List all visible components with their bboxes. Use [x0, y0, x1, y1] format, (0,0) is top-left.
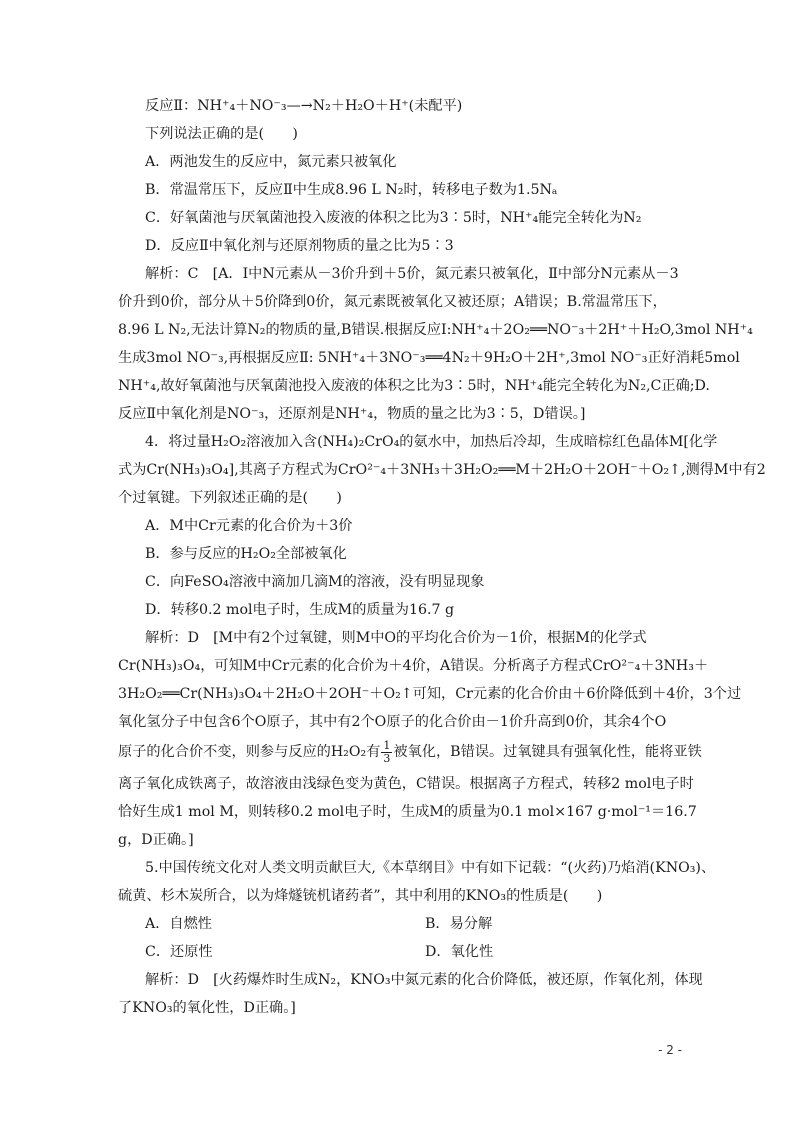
- q3-option-b: B．常温常压下，反应Ⅱ中生成8.96 L N₂时，转移电子数为1.5Nₐ: [145, 182, 558, 198]
- q5-stem-line: 5.中国传统文化对人类文明贡献巨大,《本草纲目》中有如下记载：“(火药)乃焰消(KNO₃)、: [145, 860, 716, 876]
- q5-analysis-line: 解析：D [火药爆炸时生成N₂，KNO₃中氮元素的化合价降低，被还原，作氧化剂，体现: [145, 972, 703, 988]
- q4-option-c: C．向FeSO₄溶液中滴加几滴M的溶液，没有明显现象: [145, 574, 485, 590]
- q4-stem-line: 式为Cr(NH₃)₃O₄],其离子方程式为CrO²⁻₄＋3NH₃＋3H₂O₂══M＋2H₂O＋2OH⁻＋O₂↑,测得M中有2: [118, 462, 766, 478]
- q5-option-d: D．氧化性: [425, 944, 494, 960]
- q3-analysis-line: 生成3mol NO⁻₃,再根据反应Ⅱ: 5NH⁺₄＋3NO⁻₃══4N₂＋9H₂O＋2H⁺,3mol NO⁻₃正好消耗5mol: [118, 350, 740, 366]
- q4-analysis-line: 离子氧化成铁离子，故溶液由浅绿色变为黄色，C错误。根据离子方程式，转移2 mol电子时: [118, 776, 694, 792]
- q4-analysis-line: 解析：D [M中有2个过氧键，则M中O的平均化合价为－1价，根据M的化学式: [145, 630, 647, 646]
- q4-analysis-line: 3H₂O₂══Cr(NH₃)₃O₄＋2H₂O＋2OH⁻＋O₂↑可知，Cr元素的化合价由＋6价降低到＋4价，3个过: [118, 686, 742, 702]
- q4-analysis-fraction-line: [118, 736, 702, 768]
- q3-option-c: C．好氧菌池与厌氧菌池投入废液的体积之比为3∶5时，NH⁺₄能完全转化为N₂: [145, 210, 642, 226]
- q4-analysis-line: 氧化氢分子中包含6个O原子，其中有2个O原子的化合价由－1价升高到0价，其余4个O: [118, 714, 667, 730]
- q3-reaction-2: 反应Ⅱ：NH⁺₄＋NO⁻₃—→N₂＋H₂O＋H⁺(未配平): [145, 98, 463, 114]
- q4-option-b: B．参与反应的H₂O₂全部被氧化: [145, 546, 347, 562]
- q5-stem-line: 硫黄、杉木炭所合，以为烽燧铳机诸药者”，其中利用的KNO₃的性质是( ): [118, 888, 603, 904]
- q4-option-a: A．M中Cr元素的化合价为＋3价: [145, 518, 353, 534]
- q3-option-a: A．两池发生的反应中，氮元素只被氧化: [145, 154, 397, 170]
- q3-analysis-line: 价升到0价，部分从＋5价降到0价，氮元素既被氧化又被还原；A错误；B.常温常压下，: [118, 294, 667, 310]
- q4-stem-line: 个过氧键。下列叙述正确的是( ): [118, 490, 342, 506]
- q3-analysis-line: 反应Ⅱ中氧化剂是NO⁻₃，还原剂是NH⁺₄，物质的量之比为3∶5，D错误。]: [118, 406, 586, 422]
- q5-analysis-line: 了KNO₃的氧化性，D正确。]: [118, 1000, 296, 1016]
- q3-analysis-line: 解析：C [A．Ⅰ中N元素从－3价升到＋5价，氮元素只被氧化，Ⅱ中部分N元素从－3: [145, 266, 679, 282]
- q4-stem-line: 4．将过量H₂O₂溶液加入含(NH₄)₂CrO₄的氨水中，加热后冷却，生成暗棕红色晶体M[化学: [145, 434, 718, 450]
- q4-analysis-text: 被氧化，B错误。过氧键具有强氧化性，能将亚铁: [393, 744, 702, 760]
- fraction-denominator: 3: [383, 751, 391, 765]
- q4-analysis-line: 恰好生成1 mol M，则转移0.2 mol电子时，生成M的质量为0.1 mol×167 g·mol⁻¹＝16.7: [118, 804, 697, 820]
- q5-option-b: B．易分解: [425, 916, 493, 932]
- fraction-numerator: 1: [383, 738, 391, 752]
- q3-stem: 下列说法正确的是( ): [145, 126, 298, 142]
- q4-analysis-text: 原子的化合价不变，则参与反应的H₂O₂有: [118, 744, 381, 760]
- q5-option-a: A．自燃性: [145, 916, 212, 932]
- page-number: - 2 -: [658, 1043, 682, 1057]
- q4-analysis-line: g，D正确。]: [118, 832, 194, 848]
- q4-analysis-line: Cr(NH₃)₃O₄，可知M中Cr元素的化合价为＋4价，A错误。分析离子方程式CrO²⁻₄＋3NH₃＋: [118, 658, 709, 674]
- q3-analysis-line: NH⁺₄,故好氧菌池与厌氧菌池投入废液的体积之比为3∶5时，NH⁺₄能完全转化为N₂,C正确;D.: [118, 378, 710, 394]
- q3-option-d: D．反应Ⅱ中氧化剂与还原剂物质的量之比为5∶3: [145, 238, 454, 254]
- q3-analysis-line: 8.96 L N₂,无法计算N₂的物质的量,B错误.根据反应Ⅰ:NH⁺₄＋2O₂══NO⁻₃＋2H⁺＋H₂O,3mol NH⁺₄: [118, 322, 753, 338]
- q4-option-d: D．转移0.2 mol电子时，生成M的质量为16.7 g: [145, 602, 455, 618]
- q5-option-c: C．还原性: [145, 944, 213, 960]
- fraction-one-third: [381, 740, 392, 765]
